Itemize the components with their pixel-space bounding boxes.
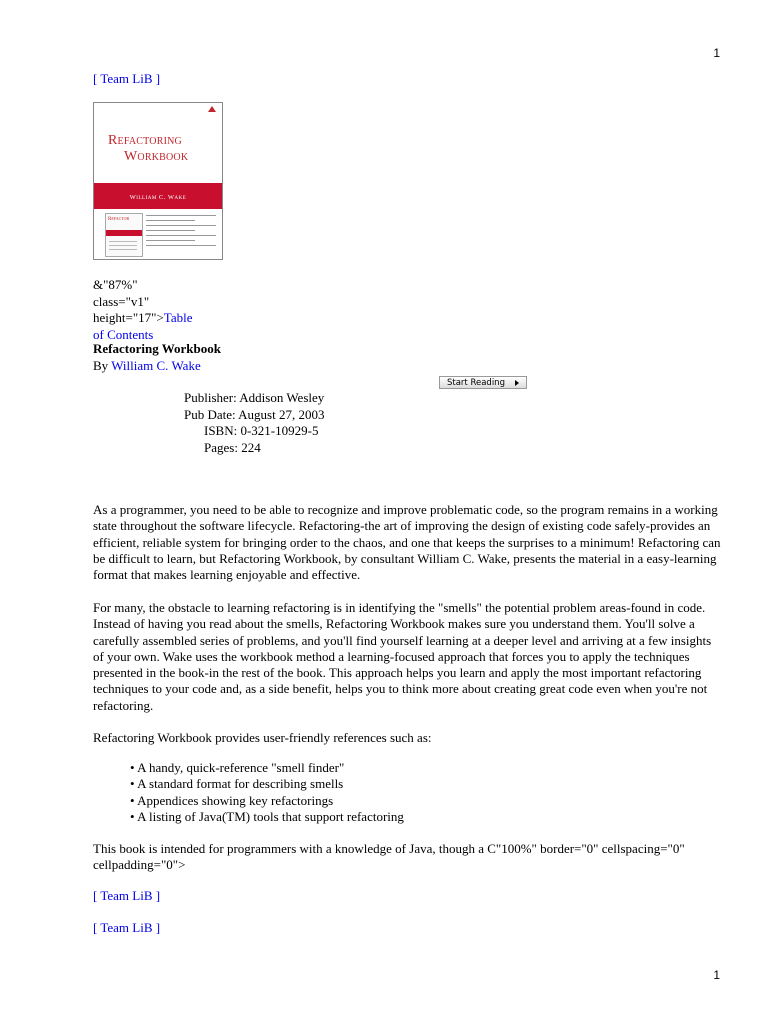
page-number-top: 1: [713, 46, 720, 60]
publisher: Publisher: Addison Wesley: [184, 390, 325, 405]
references-intro: Refactoring Workbook provides user-friendly references such as:: [93, 730, 432, 745]
cover-text-lines: [146, 215, 216, 250]
cover-title-line2: Workbook: [124, 149, 189, 164]
closing-paragraph: This book is intended for programmers with a knowledge of Java, though a C"100%" border="0" cellspacing="0" cellpadding="0">: [93, 841, 685, 873]
book-cover-image: [93, 102, 223, 260]
page-count: Pages: 224: [204, 439, 261, 455]
start-reading-label: Start Reading: [447, 378, 505, 388]
list-item: • A handy, quick-reference "smell finder": [130, 760, 404, 776]
team-lib-link-bottom[interactable]: [ Team LiB ]: [93, 920, 161, 935]
stray-code-block: [93, 277, 192, 343]
team-lib-link-top[interactable]: [ Team LiB ]: [93, 71, 161, 86]
pub-date: Pub Date: August 27, 2003: [184, 406, 325, 422]
cover-mini-book-icon: [105, 213, 143, 257]
team-lib-link-middle[interactable]: [ Team LiB ]: [93, 888, 161, 903]
page-number-bottom: 1: [713, 968, 720, 982]
stray-code-line2: class="v1": [93, 293, 150, 309]
list-item: • A standard format for describing smells: [130, 776, 404, 792]
toc-link-part2[interactable]: of Contents: [93, 326, 154, 342]
isbn: ISBN: 0-321-10929-5: [204, 423, 319, 438]
list-item: • Appendices showing key refactorings: [130, 793, 404, 809]
play-arrow-icon: [515, 380, 519, 386]
byline: [93, 358, 201, 375]
publisher-logo-icon: [208, 106, 216, 112]
cover-title: [108, 133, 218, 165]
description-paragraph-1: As a programmer, you need to be able to recognize and improve problematic code, so the program remains in a working state throughout the software lifecycle. Refactoring-the art of improving the design of existing code safely-provides an efficient, reliable system for bringing order to the chaos, and one that keeps the surprises to a minimum! Refactoring can be difficult to learn, but Refactoring Workbook, by consultant William C. Wake, presents the material in a easy-learning format that makes learning enjoyable and effective.: [93, 502, 721, 583]
cover-author-band: William C. Wake: [94, 183, 222, 209]
cover-mini-title: Refactor: [108, 217, 130, 222]
cover-title-line1: Refactoring: [108, 133, 182, 148]
start-reading-button[interactable]: [439, 376, 527, 389]
author-link[interactable]: William C. Wake: [111, 358, 201, 373]
book-metadata: [184, 390, 324, 456]
by-label: By: [93, 358, 109, 373]
toc-link-part1[interactable]: Table: [163, 310, 193, 325]
book-title: Refactoring Workbook: [93, 341, 221, 356]
description-paragraph-2: For many, the obstacle to learning refactoring is in identifying the "smells" the potential problem areas-found in code. Instead of having you read about the smells, Refactoring Workbook makes sure you understand them. You'll solve a carefully assembled series of problems, and you'll find yourself learning at a deeper level and arriving at a few insights of your own. Wake uses the workbook method a learning-focused approach that forces you to apply the techniques presented in the book-in the rest of the book. This approach helps you learn and apply the most important refactoring techniques to your code and, as a side benefit, helps you to think more about creating great code even when you're not refactoring.: [93, 600, 712, 713]
list-item: • A listing of Java(TM) tools that support refactoring: [130, 809, 404, 825]
stray-code-line3: height="17">Table: [93, 310, 193, 325]
stray-code-line1: &"87%": [93, 277, 138, 292]
references-list: [130, 760, 404, 825]
